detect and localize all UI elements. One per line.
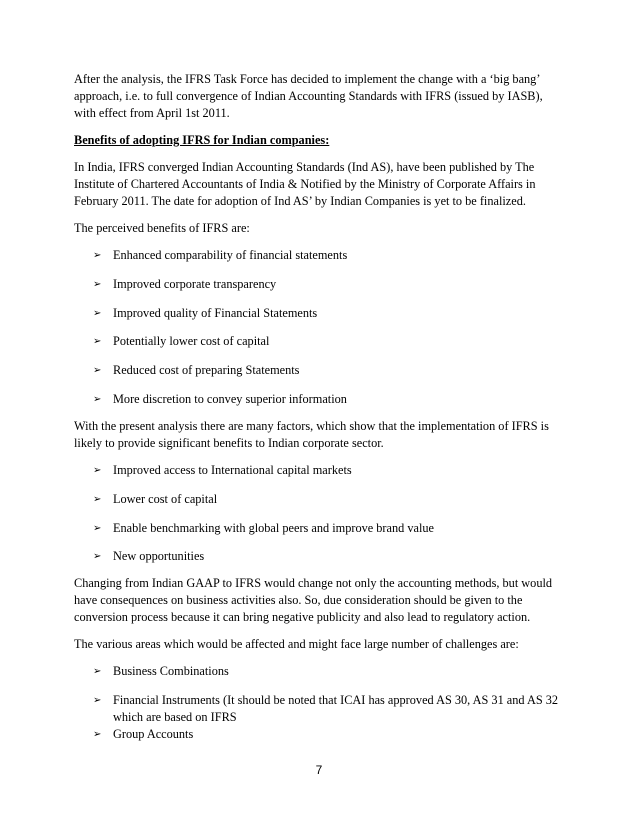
analysis-paragraph: With the present analysis there are many factors, which show that the implementation of IFRS is likely to provide significant benefits to Indian corporate sector.	[74, 418, 549, 450]
arrow-bullet-icon: ➢	[93, 729, 102, 741]
arrow-bullet-icon: ➢	[93, 493, 102, 505]
challenge-areas-list	[74, 663, 564, 743]
list-item: ➢ Improved quality of Financial Statements	[93, 305, 318, 320]
list-item: ➢ Enhanced comparability of financial statements	[93, 248, 348, 262]
list-item: ➢ Improved access to International capital markets	[93, 462, 352, 477]
intro-paragraph: After the analysis, the IFRS Task Force has decided to implement the change with a ‘big bang’ approach, i.e. to full convergence of Indian Accounting Standards with IFRS (issued by IASB), with effect from April 1st 2011.	[74, 72, 543, 120]
list-item: ➢ More discretion to convey superior information	[93, 391, 347, 406]
arrow-bullet-icon: ➢	[93, 278, 102, 290]
arrow-bullet-icon: ➢	[93, 695, 102, 707]
arrow-bullet-icon: ➢	[93, 551, 102, 563]
list-item: ➢ New opportunities	[93, 549, 205, 564]
section-heading: Benefits of adopting IFRS for Indian companies:	[74, 133, 330, 147]
list-item: ➢ Lower cost of capital	[93, 491, 218, 506]
ind-as-paragraph: In India, IFRS converged Indian Accounting Standards (Ind AS), have been published by The Institute of Chartered Accountants of India & Notified by the Ministry of Corporate Affairs in February 2011. The date for adoption of Ind AS’ by Indian Companies is yet to be finalized.	[74, 160, 536, 208]
arrow-bullet-icon: ➢	[93, 464, 102, 476]
arrow-bullet-icon: ➢	[93, 336, 102, 348]
arrow-bullet-icon: ➢	[93, 666, 102, 678]
list-item: ➢ Potentially lower cost of capital	[93, 334, 270, 349]
list-item: ➢ Reduced cost of preparing Statements	[93, 363, 300, 378]
perceived-benefits-intro: The perceived benefits of IFRS are:	[74, 221, 250, 235]
list-item: ➢ Improved corporate transparency	[93, 276, 277, 291]
arrow-bullet-icon: ➢	[93, 365, 102, 377]
arrow-bullet-icon: ➢	[93, 307, 102, 319]
list-item: ➢ Financial Instruments (It should be noted that ICAI has approved AS 30, AS 31 and AS 32 which are based on IFRS	[93, 693, 559, 725]
list-item: ➢ Enable benchmarking with global peers and improve brand value	[93, 520, 434, 535]
list-item: ➢ Business Combinations	[93, 664, 229, 679]
page-content	[74, 71, 564, 753]
arrow-bullet-icon: ➢	[93, 250, 102, 261]
areas-intro: The various areas which would be affected and might face large number of challenges are:	[74, 637, 519, 652]
perceived-benefits-list	[74, 247, 564, 408]
arrow-bullet-icon: ➢	[93, 393, 102, 405]
page-number: 7	[315, 763, 323, 777]
list-item: ➢ Group Accounts	[93, 727, 194, 742]
changing-paragraph: Changing from Indian GAAP to IFRS would change not only the accounting methods, but would have consequences on business activities also. So, due consideration should be given to the conversion process because it can bring negative publicity and also lead to regulatory action.	[74, 576, 553, 625]
significant-benefits-list	[74, 462, 564, 565]
arrow-bullet-icon: ➢	[93, 522, 102, 534]
